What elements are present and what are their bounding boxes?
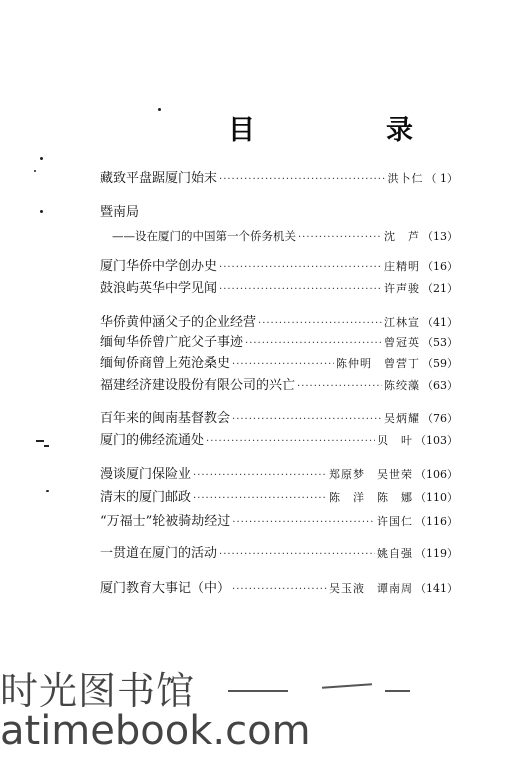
dot-leader [232, 411, 382, 429]
toc-entry[interactable] [100, 280, 458, 298]
entry-page: （21） [422, 282, 458, 295]
dot-leader [232, 514, 375, 532]
scan-artifact-line [228, 690, 288, 692]
entry-title: 百年来的闽南基督教会 [100, 411, 231, 426]
dot-leader [298, 229, 382, 247]
dot-leader [245, 335, 382, 353]
scan-speck [158, 108, 161, 111]
entry-author: 洪卜仁 [387, 172, 424, 185]
entry-page: （106） [415, 468, 458, 481]
entry-page: （103） [415, 434, 458, 447]
toc-entry[interactable] [100, 580, 458, 598]
entry-author: 庄精明 [384, 260, 420, 273]
dot-leader [206, 433, 375, 451]
entry-author: 曾冠英 [384, 336, 420, 349]
entry-page: （76） [422, 412, 458, 425]
toc-heading[interactable]: 暨南局 [100, 205, 140, 220]
toc-entry[interactable] [100, 314, 458, 332]
entry-page: （ 1） [425, 172, 458, 185]
scan-artifact-line [322, 683, 372, 688]
toc-entry[interactable] [100, 258, 458, 276]
entry-title: 清末的厦门邮政 [100, 490, 192, 505]
watermark-chinese: 时光图书馆 [0, 669, 196, 713]
entry-title: 华侨黄仲涵父子的企业经营 [100, 315, 257, 330]
entry-title: 一贯道在厦门的活动 [100, 546, 218, 561]
scan-speck [44, 445, 49, 447]
entry-page: （116） [415, 515, 458, 528]
entry-page: （119） [415, 547, 458, 560]
entry-title: 缅甸侨商曾上苑沧桑史 [100, 356, 231, 371]
entry-page: （13） [422, 230, 458, 243]
entry-page: （63） [422, 379, 458, 392]
entry-title: 鼓浪屿英华中学见闻 [100, 281, 218, 296]
entry-author: 江林宣 [384, 316, 420, 329]
toc-entry[interactable] [100, 545, 458, 563]
entry-author: 吴玉液 谭南周 [329, 582, 413, 595]
entry-title: “万福士”轮被骑劫经过 [100, 514, 231, 529]
scan-artifact-line [385, 690, 410, 692]
entry-title: 厦门的佛经流通处 [100, 433, 205, 448]
scan-speck [46, 490, 49, 492]
entry-author: 许声骏 [384, 282, 420, 295]
toc-entry[interactable] [100, 334, 458, 352]
entry-title: 厦门华侨中学创办史 [100, 259, 218, 274]
entry-page: （41） [422, 316, 458, 329]
entry-author: 陈 洋 陈 娜 [329, 491, 413, 504]
entry-author: 陈绞藻 [384, 379, 420, 392]
entry-author: 郑原梦 吴世荣 [329, 468, 413, 481]
scan-speck [36, 440, 44, 442]
toc-entry[interactable] [100, 489, 458, 507]
dot-leader [232, 356, 334, 374]
entry-title: 缅甸华侨曾广庇父子事迹 [100, 335, 244, 350]
toc-entry[interactable] [112, 227, 458, 245]
entry-title: 漫谈厦门保险业 [100, 467, 192, 482]
toc-entry[interactable] [100, 170, 458, 188]
toc-entry[interactable] [100, 410, 458, 428]
entry-title: 厦门教育大事记（中） [100, 581, 231, 596]
dot-leader [219, 259, 382, 277]
dot-leader [297, 378, 382, 396]
dot-leader [193, 490, 327, 508]
entry-page: （53） [422, 336, 458, 349]
entry-title: 福建经济建设股份有限公司的兴亡 [100, 378, 296, 393]
toc-entry[interactable] [100, 377, 458, 395]
entry-page: （59） [422, 357, 458, 370]
scan-speck [34, 170, 36, 172]
dot-leader [219, 546, 375, 564]
entry-author: 许国仁 [377, 515, 413, 528]
entry-author: 陈仲明 曾营丁 [336, 357, 420, 370]
dot-leader [193, 467, 327, 485]
toc-entry[interactable] [100, 432, 458, 450]
entry-title: ——设在厦门的中国第一个侨务机关 [112, 229, 296, 243]
dot-leader [258, 315, 382, 333]
entry-author: 沈 芦 [384, 230, 420, 243]
toc-entry[interactable] [100, 466, 458, 484]
dot-leader [219, 171, 385, 189]
entry-author: 吴炳耀 [384, 412, 420, 425]
dot-leader [232, 581, 327, 599]
scan-speck [40, 210, 43, 213]
entry-page: （16） [422, 260, 458, 273]
scan-speck [40, 157, 43, 160]
toc-entry[interactable] [100, 513, 458, 531]
watermark-url: atimebook.com [0, 708, 311, 754]
entry-page: （141） [415, 582, 458, 595]
entry-page: （110） [415, 491, 458, 504]
entry-author: 贝 叶 [377, 434, 413, 447]
entry-author: 姚自强 [377, 547, 413, 560]
dot-leader [219, 281, 382, 299]
toc-entry[interactable] [100, 355, 458, 373]
entry-title: 藏致平盘踞厦门始末 [100, 171, 218, 186]
page-title: 目 录 [228, 115, 465, 146]
